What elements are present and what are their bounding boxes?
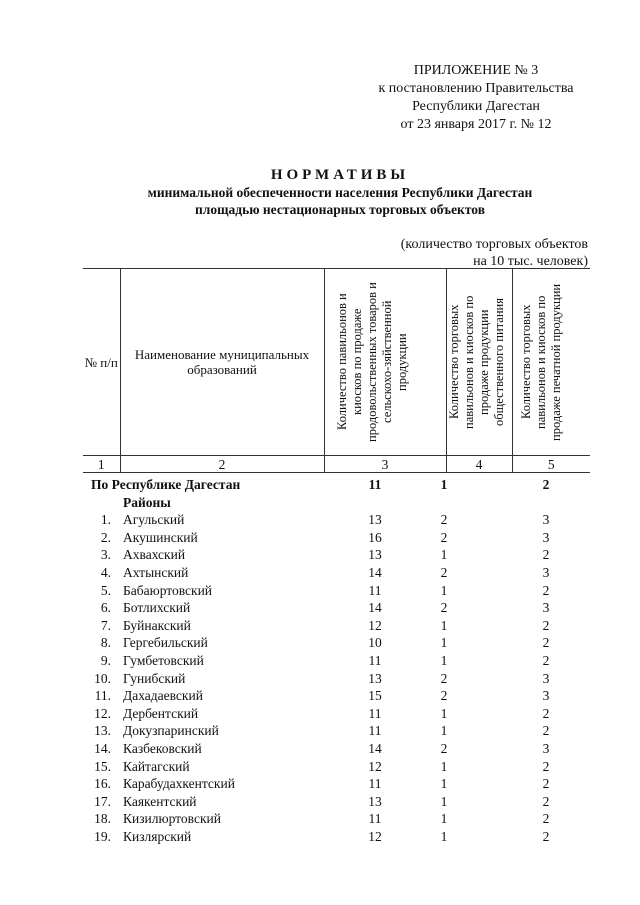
row-catering-value: 1 <box>440 828 448 844</box>
row-number: 5. <box>100 582 111 598</box>
table-row <box>83 810 590 828</box>
row-food-value: 12 <box>368 828 382 844</box>
table-row <box>83 758 590 776</box>
appendix-decree: к постановлению Правительства <box>378 81 574 96</box>
row-number: 7. <box>100 617 111 633</box>
table-row <box>83 564 590 582</box>
table-row <box>83 670 590 688</box>
row-print-value: 2 <box>542 758 550 774</box>
table-row <box>83 634 590 652</box>
row-food-value: 13 <box>368 793 382 809</box>
row-name: Дербентский <box>123 705 199 721</box>
row-name: Гергебильский <box>123 635 208 651</box>
row-number: 1. <box>100 512 111 528</box>
table-row <box>83 529 590 547</box>
row-catering-value: 2 <box>440 529 448 545</box>
row-name: Бабаюртовский <box>123 582 213 598</box>
table-row <box>83 687 590 705</box>
row-print-value: 2 <box>542 811 550 827</box>
row-food-value: 11 <box>368 776 382 792</box>
row-name: Ахтынский <box>123 564 189 580</box>
row-print-value: 2 <box>542 723 550 739</box>
column-number-3: 3 <box>324 456 446 473</box>
table-row <box>83 599 590 617</box>
row-number: 14. <box>94 740 111 756</box>
row-name: Буйнакский <box>123 617 191 633</box>
row-number: 16. <box>94 776 111 792</box>
row-food-value: 10 <box>368 635 382 651</box>
table-row <box>83 828 590 846</box>
row-number: 11. <box>94 688 111 704</box>
table-body <box>83 476 590 845</box>
row-catering-value: 1 <box>440 635 448 651</box>
row-name: Ботлихский <box>123 600 191 616</box>
document-subtitle-1: минимальной обеспеченности населения Республики Дагестан <box>147 185 533 200</box>
row-number: 6. <box>100 600 111 616</box>
table-row-total <box>83 476 590 494</box>
row-print-value: 3 <box>542 529 550 545</box>
header-print-products: Количество торговых павильонов и киосков по продаже печатной продукции <box>512 269 590 456</box>
table-row <box>83 582 590 600</box>
row-name: Гунибский <box>123 670 186 686</box>
row-catering-value: 2 <box>440 688 448 704</box>
row-name: Акушинский <box>123 529 198 545</box>
row-print-value: 3 <box>542 670 550 686</box>
row-food-value: 11 <box>368 811 382 827</box>
total-print-value: 2 <box>542 477 550 492</box>
row-catering-value: 2 <box>440 600 448 616</box>
row-name: Гумбетовский <box>123 652 204 668</box>
row-number: 19. <box>94 828 111 844</box>
total-catering-value: 1 <box>440 477 448 492</box>
section-title: Районы <box>123 494 171 510</box>
row-food-value: 12 <box>368 758 382 774</box>
row-print-value: 2 <box>542 635 550 651</box>
row-number: 13. <box>94 723 111 739</box>
row-catering-value: 1 <box>440 793 448 809</box>
column-number-4: 4 <box>446 456 512 473</box>
row-number: 9. <box>100 652 111 668</box>
appendix-date: от 23 января 2017 г. № 12 <box>400 117 552 132</box>
header-municipality: Наименование муниципальных образований <box>120 269 324 456</box>
row-food-value: 11 <box>368 723 382 739</box>
row-name: Докузпаринский <box>123 723 219 739</box>
row-name: Дахадаевский <box>123 688 203 704</box>
row-food-value: 14 <box>368 564 382 580</box>
row-catering-value: 2 <box>440 740 448 756</box>
row-catering-value: 1 <box>440 723 448 739</box>
row-name: Ахвахский <box>123 547 186 563</box>
header-number: № п/п <box>83 269 120 456</box>
document-subtitle-2: площадью нестационарных торговых объектов <box>194 202 485 217</box>
row-catering-value: 1 <box>440 811 448 827</box>
unit-note-line-1: (количество торговых объектов <box>400 237 588 252</box>
row-food-value: 11 <box>368 705 382 721</box>
row-print-value: 2 <box>542 582 550 598</box>
row-food-value: 11 <box>368 652 382 668</box>
row-food-value: 13 <box>368 512 382 528</box>
row-food-value: 11 <box>368 582 382 598</box>
table-row <box>83 775 590 793</box>
row-print-value: 2 <box>542 828 550 844</box>
row-name: Кизлярский <box>123 828 192 844</box>
appendix-label: ПРИЛОЖЕНИЕ № 3 <box>413 63 539 78</box>
row-number: 17. <box>94 793 111 809</box>
section-row-districts <box>83 494 590 512</box>
row-catering-value: 1 <box>440 582 448 598</box>
row-print-value: 2 <box>542 617 550 633</box>
table-row <box>83 705 590 723</box>
row-number: 8. <box>100 635 111 651</box>
row-print-value: 3 <box>542 740 550 756</box>
row-number: 4. <box>100 564 111 580</box>
row-food-value: 15 <box>368 688 382 704</box>
row-name: Каякентский <box>123 793 197 809</box>
document-title: НОРМАТИВЫ <box>270 167 410 183</box>
row-print-value: 3 <box>542 564 550 580</box>
row-number: 3. <box>100 547 111 563</box>
row-print-value: 2 <box>542 793 550 809</box>
document-heading <box>60 166 620 218</box>
table-row <box>83 617 590 635</box>
row-catering-value: 2 <box>440 512 448 528</box>
row-catering-value: 1 <box>440 705 448 721</box>
row-food-value: 13 <box>368 670 382 686</box>
row-name: Агульский <box>123 512 185 528</box>
row-print-value: 2 <box>542 652 550 668</box>
row-number: 15. <box>94 758 111 774</box>
row-name: Карабудахкентский <box>123 776 235 792</box>
table-row <box>83 546 590 564</box>
row-catering-value: 1 <box>440 758 448 774</box>
row-catering-value: 1 <box>440 776 448 792</box>
row-food-value: 14 <box>368 600 382 616</box>
unit-note <box>401 236 588 270</box>
header-catering: Количество торговых павильонов и киосков по продаже продукции общественного питания <box>446 269 512 456</box>
table-row <box>83 793 590 811</box>
row-food-value: 14 <box>368 740 382 756</box>
row-catering-value: 1 <box>440 547 448 563</box>
table-row <box>83 740 590 758</box>
row-food-value: 16 <box>368 529 382 545</box>
row-number: 10. <box>94 670 111 686</box>
row-print-value: 2 <box>542 705 550 721</box>
row-name: Казбековский <box>123 740 202 756</box>
row-print-value: 2 <box>542 776 550 792</box>
row-food-value: 13 <box>368 547 382 563</box>
row-print-value: 3 <box>542 512 550 528</box>
row-food-value: 12 <box>368 617 382 633</box>
row-catering-value: 1 <box>440 617 448 633</box>
row-catering-value: 1 <box>440 652 448 668</box>
row-number: 2. <box>100 529 111 545</box>
appendix-republic: Республики Дагестан <box>412 99 540 114</box>
row-print-value: 2 <box>542 547 550 563</box>
table-row <box>83 511 590 529</box>
table-row <box>83 652 590 670</box>
header-food-products: Количество павильонов и киосков по продаже продовольственных товаров и сельскохо-зяйственной продукции <box>324 269 446 456</box>
total-name: По Республике Дагестан <box>91 477 241 492</box>
column-number-2: 2 <box>120 456 324 473</box>
row-catering-value: 2 <box>440 670 448 686</box>
unit-note-line-2: на 10 тыс. человек) <box>473 254 588 269</box>
row-name: Кайтагский <box>123 758 190 774</box>
table-row <box>83 722 590 740</box>
row-print-value: 3 <box>542 600 550 616</box>
table-header <box>83 268 590 473</box>
total-food-value: 11 <box>368 477 382 492</box>
row-print-value: 3 <box>542 688 550 704</box>
row-number: 12. <box>94 705 111 721</box>
column-number-5: 5 <box>512 456 590 473</box>
column-number-1: 1 <box>83 456 120 473</box>
row-number: 18. <box>94 811 111 827</box>
row-name: Кизилюртовский <box>123 811 221 827</box>
appendix-block <box>360 62 592 134</box>
row-catering-value: 2 <box>440 564 448 580</box>
